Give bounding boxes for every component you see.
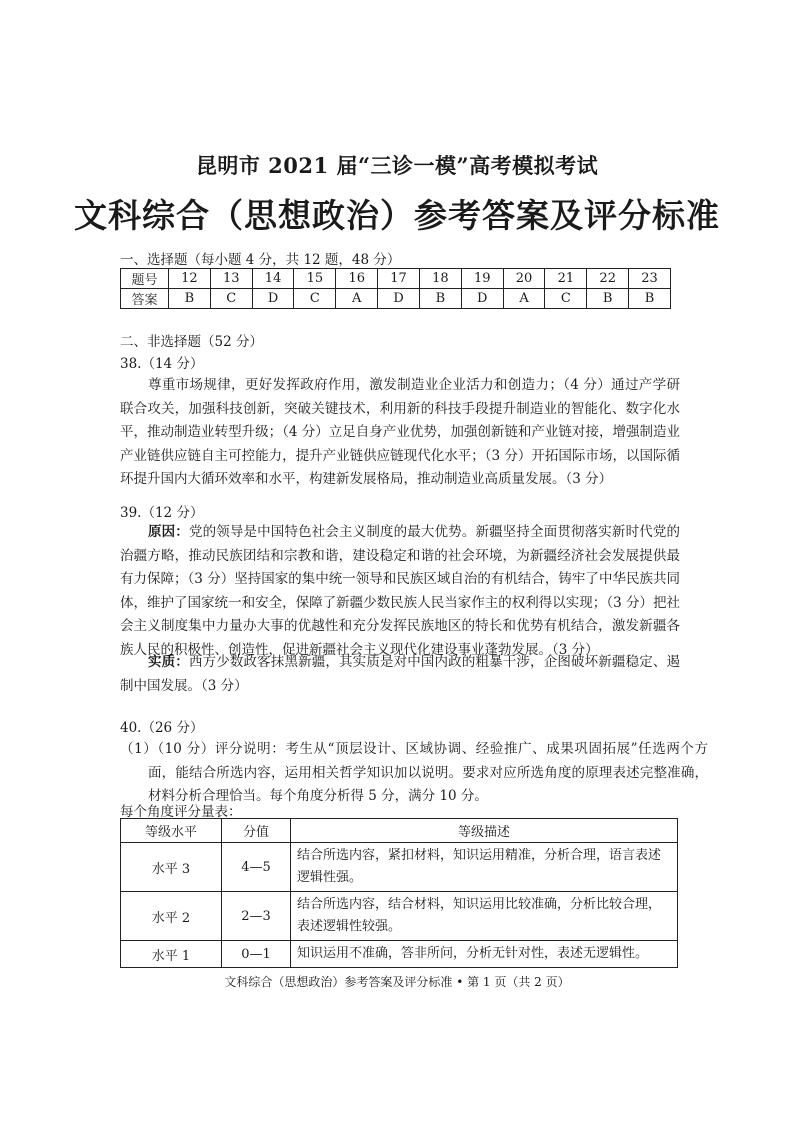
answer-cell: D xyxy=(252,289,294,309)
score-table-header xyxy=(121,819,678,843)
question-number: 19 xyxy=(461,269,503,289)
question-number: 22 xyxy=(587,269,629,289)
q38-answer: 尊重市场规律，更好发挥政府作用，激发制造业企业活力和创造力；（4 分）通过产学研联合攻关，加强科技创新，突破关键技术，利用新的科技手段提升制造业的智能化、数字化水平，推动制造业转型升级；（4 分）立足自身产业优势，加强创新链和产业链对接，增强制造业产业链供应链自主可控能力，提升产业链供应链现代化水平；（3 分）开拓国际市场，以国际循环提升国内大循环效率和水平，构建新发展格局，推动制造业高质量发展。（3 分） xyxy=(120,377,680,487)
q39-label: 39.（12 分） xyxy=(120,505,204,521)
level-cell: 水平 2 xyxy=(121,892,222,941)
question-number: 17 xyxy=(378,269,420,289)
question-number: 21 xyxy=(545,269,587,289)
answer-cell: C xyxy=(210,289,252,309)
section1-heading: 一、选择题（每小题 4 分，共 12 题，48 分） xyxy=(120,252,401,268)
q39-reason-text: 党的领导是中国特色社会主义制度的最大优势。新疆坚持全面贯彻落实新时代党的治疆方略，推动民族团结和宗教和谐，建设稳定和谐的社会环境，为新疆经济社会发展提供最有力保障；（3 分）坚持国家的集中统一领导和民族区域自治的有机结合，铸牢了中华民族共同体，维护了国家统一和安全，保障了新疆少数民族人民当家作主的权利得以实现；（3 分）把社会主义制度集中力量办大事的优越性和充分发挥民族地区的特长和优势有机结合，激发新疆各族人民的积极性、创造性，促进新疆社会主义现代化建设事业蓬勃发展。（3 分） xyxy=(120,524,681,658)
answer-cell: B xyxy=(587,289,629,309)
question-number: 13 xyxy=(210,269,252,289)
answer-cell: C xyxy=(294,289,336,309)
score-table xyxy=(120,818,678,968)
answer-cell: A xyxy=(503,289,545,309)
question-number: 12 xyxy=(169,269,211,289)
score-cell: 2—3 xyxy=(222,892,291,941)
q39-essence xyxy=(120,651,680,698)
q39-essence-label: 实质： xyxy=(148,654,189,670)
answer-cell: B xyxy=(419,289,461,309)
table-row xyxy=(121,892,678,941)
header-level: 等级水平 xyxy=(121,819,222,843)
document-title: 文科综合（思想政治）参考答案及评分标准 xyxy=(74,196,720,235)
q39-reason xyxy=(120,521,680,662)
q39-reason-label: 原因： xyxy=(148,524,189,540)
answer-table-answer-row xyxy=(121,289,671,309)
q40-label: 40.（26 分） xyxy=(120,720,204,736)
answer-table xyxy=(120,268,671,309)
desc-cell: 知识运用不准确，答非所问，分析无针对性，表述无逻辑性。 xyxy=(291,941,678,968)
score-cell: 0—1 xyxy=(222,941,291,968)
answer-cell: C xyxy=(545,289,587,309)
question-number: 16 xyxy=(336,269,378,289)
question-number: 20 xyxy=(503,269,545,289)
section2-heading: 二、非选择题（52 分） xyxy=(120,334,263,350)
answer-table-number-row xyxy=(121,269,671,289)
q38-label: 38.（14 分） xyxy=(120,356,204,372)
question-number: 15 xyxy=(294,269,336,289)
answer-cell: A xyxy=(336,289,378,309)
score-cell: 4—5 xyxy=(222,843,291,892)
row-label-number: 题号 xyxy=(121,269,169,289)
level-cell: 水平 1 xyxy=(121,941,222,968)
q39-essence-text: 西方少数政客抹黑新疆，其实质是对中国内政的粗暴干涉，企图破坏新疆稳定、遏制中国发展。（3 分） xyxy=(120,654,681,694)
desc-cell: 结合所选内容，结合材料，知识运用比较准确，分析比较合理，表述逻辑性较强。 xyxy=(291,892,678,941)
table-row xyxy=(121,843,678,892)
question-number: 23 xyxy=(629,269,671,289)
answer-cell: D xyxy=(378,289,420,309)
answer-cell: B xyxy=(629,289,671,309)
page-footer: 文科综合（思想政治）参考答案及评分标准 • 第 1 页（共 2 页） xyxy=(224,975,570,989)
q40-part1: （1）（10 分）评分说明：考生从“顶层设计、区域协调、经验推广、成果巩固拓展”任选两个方面，能结合所选内容，运用相关哲学知识加以说明。要求对应所选角度的原理表述完整准确，材料分析合理恰当。每个角度分析得 5 分，满分 10 分。 xyxy=(120,741,708,804)
exam-title: 昆明市 2021 届“三诊一模”高考模拟考试 xyxy=(195,153,599,178)
header-score: 分值 xyxy=(222,819,291,843)
question-number: 14 xyxy=(252,269,294,289)
score-table-caption: 每个角度评分量表： xyxy=(120,804,242,820)
level-cell: 水平 3 xyxy=(121,843,222,892)
question-number: 18 xyxy=(419,269,461,289)
desc-cell: 结合所选内容，紧扣材料，知识运用精准，分析合理，语言表述逻辑性强。 xyxy=(291,843,678,892)
answer-cell: D xyxy=(461,289,503,309)
table-row xyxy=(121,941,678,968)
answer-cell: B xyxy=(169,289,211,309)
row-label-answer: 答案 xyxy=(121,289,169,309)
header-desc: 等级描述 xyxy=(291,819,678,843)
